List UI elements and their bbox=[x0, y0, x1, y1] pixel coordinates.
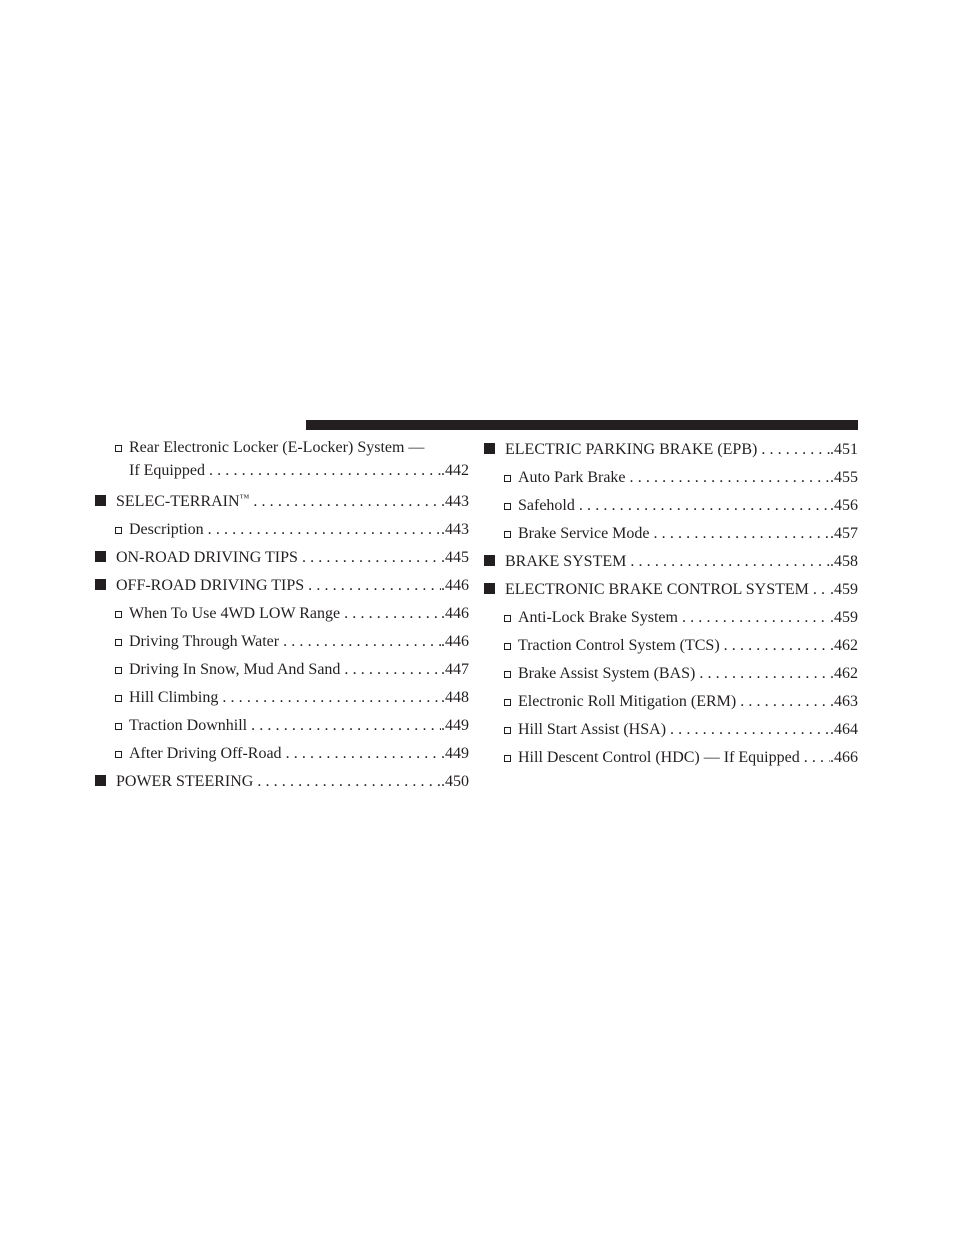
toc-page-number: .446 bbox=[441, 605, 469, 622]
dot-leader bbox=[298, 544, 441, 572]
toc-entry-label: Electronic Roll Mitigation (ERM) bbox=[518, 693, 737, 710]
toc-entry[interactable] bbox=[484, 492, 858, 520]
toc-page-number: .462 bbox=[830, 637, 858, 654]
toc-entry-label: ON-ROAD DRIVING TIPS bbox=[116, 549, 298, 566]
toc-page-number: .459 bbox=[830, 609, 858, 626]
filled-square-bullet-icon bbox=[484, 443, 495, 454]
toc-entry[interactable] bbox=[484, 716, 858, 744]
toc-entry[interactable] bbox=[95, 712, 469, 740]
hollow-square-bullet-icon bbox=[115, 611, 122, 618]
toc-entry-label: Brake Service Mode bbox=[518, 525, 650, 542]
toc-entry[interactable] bbox=[484, 660, 858, 688]
toc-left-column bbox=[95, 436, 469, 796]
hollow-square-bullet-icon bbox=[115, 445, 122, 452]
toc-entry[interactable] bbox=[484, 464, 858, 492]
hollow-square-bullet-icon bbox=[504, 503, 511, 510]
dot-leader bbox=[809, 576, 830, 604]
dot-leader bbox=[757, 436, 830, 464]
toc-page-number: .464 bbox=[830, 721, 858, 738]
toc-page-number: .455 bbox=[830, 469, 858, 486]
hollow-square-bullet-icon bbox=[115, 639, 122, 646]
toc-entry-label: When To Use 4WD LOW Range bbox=[129, 605, 341, 622]
toc-page-number: .443 bbox=[441, 521, 469, 538]
toc-entry[interactable] bbox=[95, 488, 469, 516]
toc-entry[interactable] bbox=[95, 436, 469, 488]
dot-leader bbox=[626, 548, 830, 576]
toc-page-number: .447 bbox=[441, 661, 469, 678]
toc-page-number: .448 bbox=[441, 689, 469, 706]
toc-page-number: .443 bbox=[441, 493, 469, 510]
toc-page-number: .446 bbox=[441, 577, 469, 594]
toc-entry[interactable] bbox=[484, 520, 858, 548]
toc-entry-label: Rear Electronic Locker (E-Locker) System — bbox=[129, 439, 425, 456]
hollow-square-bullet-icon bbox=[504, 755, 511, 762]
filled-square-bullet-icon bbox=[95, 551, 106, 562]
dot-leader bbox=[800, 744, 830, 772]
toc-page-number: .457 bbox=[830, 525, 858, 542]
dot-leader bbox=[666, 716, 830, 744]
toc-entry[interactable] bbox=[95, 768, 469, 796]
toc-entry[interactable] bbox=[95, 628, 469, 656]
dot-leader bbox=[247, 712, 441, 740]
trademark-symbol: ™ bbox=[239, 493, 250, 504]
toc-entry-label: Brake Assist System (BAS) bbox=[518, 665, 696, 682]
dot-leader bbox=[736, 688, 830, 716]
toc-page-number: .466 bbox=[830, 749, 858, 766]
hollow-square-bullet-icon bbox=[115, 667, 122, 674]
toc-entry[interactable] bbox=[484, 604, 858, 632]
dot-leader bbox=[282, 740, 441, 768]
dot-leader bbox=[279, 628, 441, 656]
toc-entry-label: Safehold bbox=[518, 497, 575, 514]
toc-entry[interactable] bbox=[484, 744, 858, 772]
toc-entry[interactable] bbox=[484, 688, 858, 716]
toc-entry[interactable] bbox=[95, 600, 469, 628]
toc-entry[interactable] bbox=[95, 740, 469, 768]
toc-entry-label: Hill Descent Control (HDC) — If Equipped bbox=[518, 749, 800, 766]
dot-leader bbox=[650, 520, 830, 548]
dot-leader bbox=[253, 768, 441, 796]
toc-page-number: .458 bbox=[830, 553, 858, 570]
filled-square-bullet-icon bbox=[95, 579, 106, 590]
toc-entry-label: Anti-Lock Brake System bbox=[518, 609, 678, 626]
toc-entry[interactable] bbox=[95, 656, 469, 684]
filled-square-bullet-icon bbox=[95, 775, 106, 786]
hollow-square-bullet-icon bbox=[504, 531, 511, 538]
filled-square-bullet-icon bbox=[484, 555, 495, 566]
toc-entry-label: BRAKE SYSTEM bbox=[505, 553, 627, 570]
hollow-square-bullet-icon bbox=[115, 695, 122, 702]
dot-leader bbox=[204, 516, 441, 544]
toc-page-number: .445 bbox=[441, 549, 469, 566]
dot-leader bbox=[626, 464, 830, 492]
toc-entry-label: SELEC-TERRAIN™ bbox=[116, 493, 250, 510]
toc-entry-label: ELECTRONIC BRAKE CONTROL SYSTEM bbox=[505, 581, 809, 598]
dot-leader bbox=[575, 492, 830, 520]
toc-entry[interactable] bbox=[95, 516, 469, 544]
dot-leader bbox=[340, 656, 441, 684]
dot-leader bbox=[695, 660, 830, 688]
hollow-square-bullet-icon bbox=[504, 727, 511, 734]
toc-entry[interactable] bbox=[484, 632, 858, 660]
hollow-square-bullet-icon bbox=[504, 671, 511, 678]
toc-page-number: .462 bbox=[830, 665, 858, 682]
dot-leader bbox=[720, 632, 830, 660]
toc-page-number: .449 bbox=[441, 717, 469, 734]
toc-entry-label: Hill Start Assist (HSA) bbox=[518, 721, 667, 738]
toc-entry[interactable] bbox=[95, 544, 469, 572]
dot-leader bbox=[249, 488, 441, 516]
toc-page-number: .456 bbox=[830, 497, 858, 514]
filled-square-bullet-icon bbox=[95, 495, 106, 506]
toc-entry-label: Traction Downhill bbox=[129, 717, 248, 734]
toc-entry-label: Auto Park Brake bbox=[518, 469, 626, 486]
hollow-square-bullet-icon bbox=[504, 615, 511, 622]
toc-entry-label: OFF-ROAD DRIVING TIPS bbox=[116, 577, 305, 594]
hollow-square-bullet-icon bbox=[115, 723, 122, 730]
toc-page-number: .450 bbox=[441, 773, 469, 790]
hollow-square-bullet-icon bbox=[504, 475, 511, 482]
dot-leader bbox=[340, 600, 441, 628]
toc-entry[interactable] bbox=[484, 548, 858, 576]
toc-entry-label: Traction Control System (TCS) bbox=[518, 637, 720, 654]
toc-entry-label: After Driving Off-Road bbox=[129, 745, 282, 762]
dot-leader bbox=[678, 604, 830, 632]
toc-entry-label: POWER STEERING bbox=[116, 773, 254, 790]
toc-entry-label: Description bbox=[129, 521, 204, 538]
toc-page-number: .459 bbox=[830, 581, 858, 598]
toc-page-number: .449 bbox=[441, 745, 469, 762]
toc-entry-label: ELECTRIC PARKING BRAKE (EPB) bbox=[505, 441, 758, 458]
hollow-square-bullet-icon bbox=[115, 527, 122, 534]
hollow-square-bullet-icon bbox=[115, 751, 122, 758]
toc-page-number: .463 bbox=[830, 693, 858, 710]
toc-right-column bbox=[484, 436, 858, 772]
toc-entry-label: Driving Through Water bbox=[129, 633, 280, 650]
dot-leader bbox=[218, 684, 441, 712]
toc-entry[interactable] bbox=[95, 684, 469, 712]
toc-entry[interactable] bbox=[484, 436, 858, 464]
header-rule bbox=[306, 420, 858, 430]
filled-square-bullet-icon bbox=[484, 583, 495, 594]
toc-entry-label: Hill Climbing bbox=[129, 689, 219, 706]
toc-entry[interactable] bbox=[95, 572, 469, 600]
dot-leader bbox=[205, 460, 441, 482]
toc-entry-label: If Equipped bbox=[129, 462, 205, 479]
hollow-square-bullet-icon bbox=[504, 699, 511, 706]
toc-page-number: .442 bbox=[441, 462, 469, 479]
dot-leader bbox=[304, 572, 441, 600]
toc-entry[interactable] bbox=[484, 576, 858, 604]
toc-entry-label: Driving In Snow, Mud And Sand bbox=[129, 661, 341, 678]
toc-page-number: .446 bbox=[441, 633, 469, 650]
toc-page-number: .451 bbox=[830, 441, 858, 458]
hollow-square-bullet-icon bbox=[504, 643, 511, 650]
